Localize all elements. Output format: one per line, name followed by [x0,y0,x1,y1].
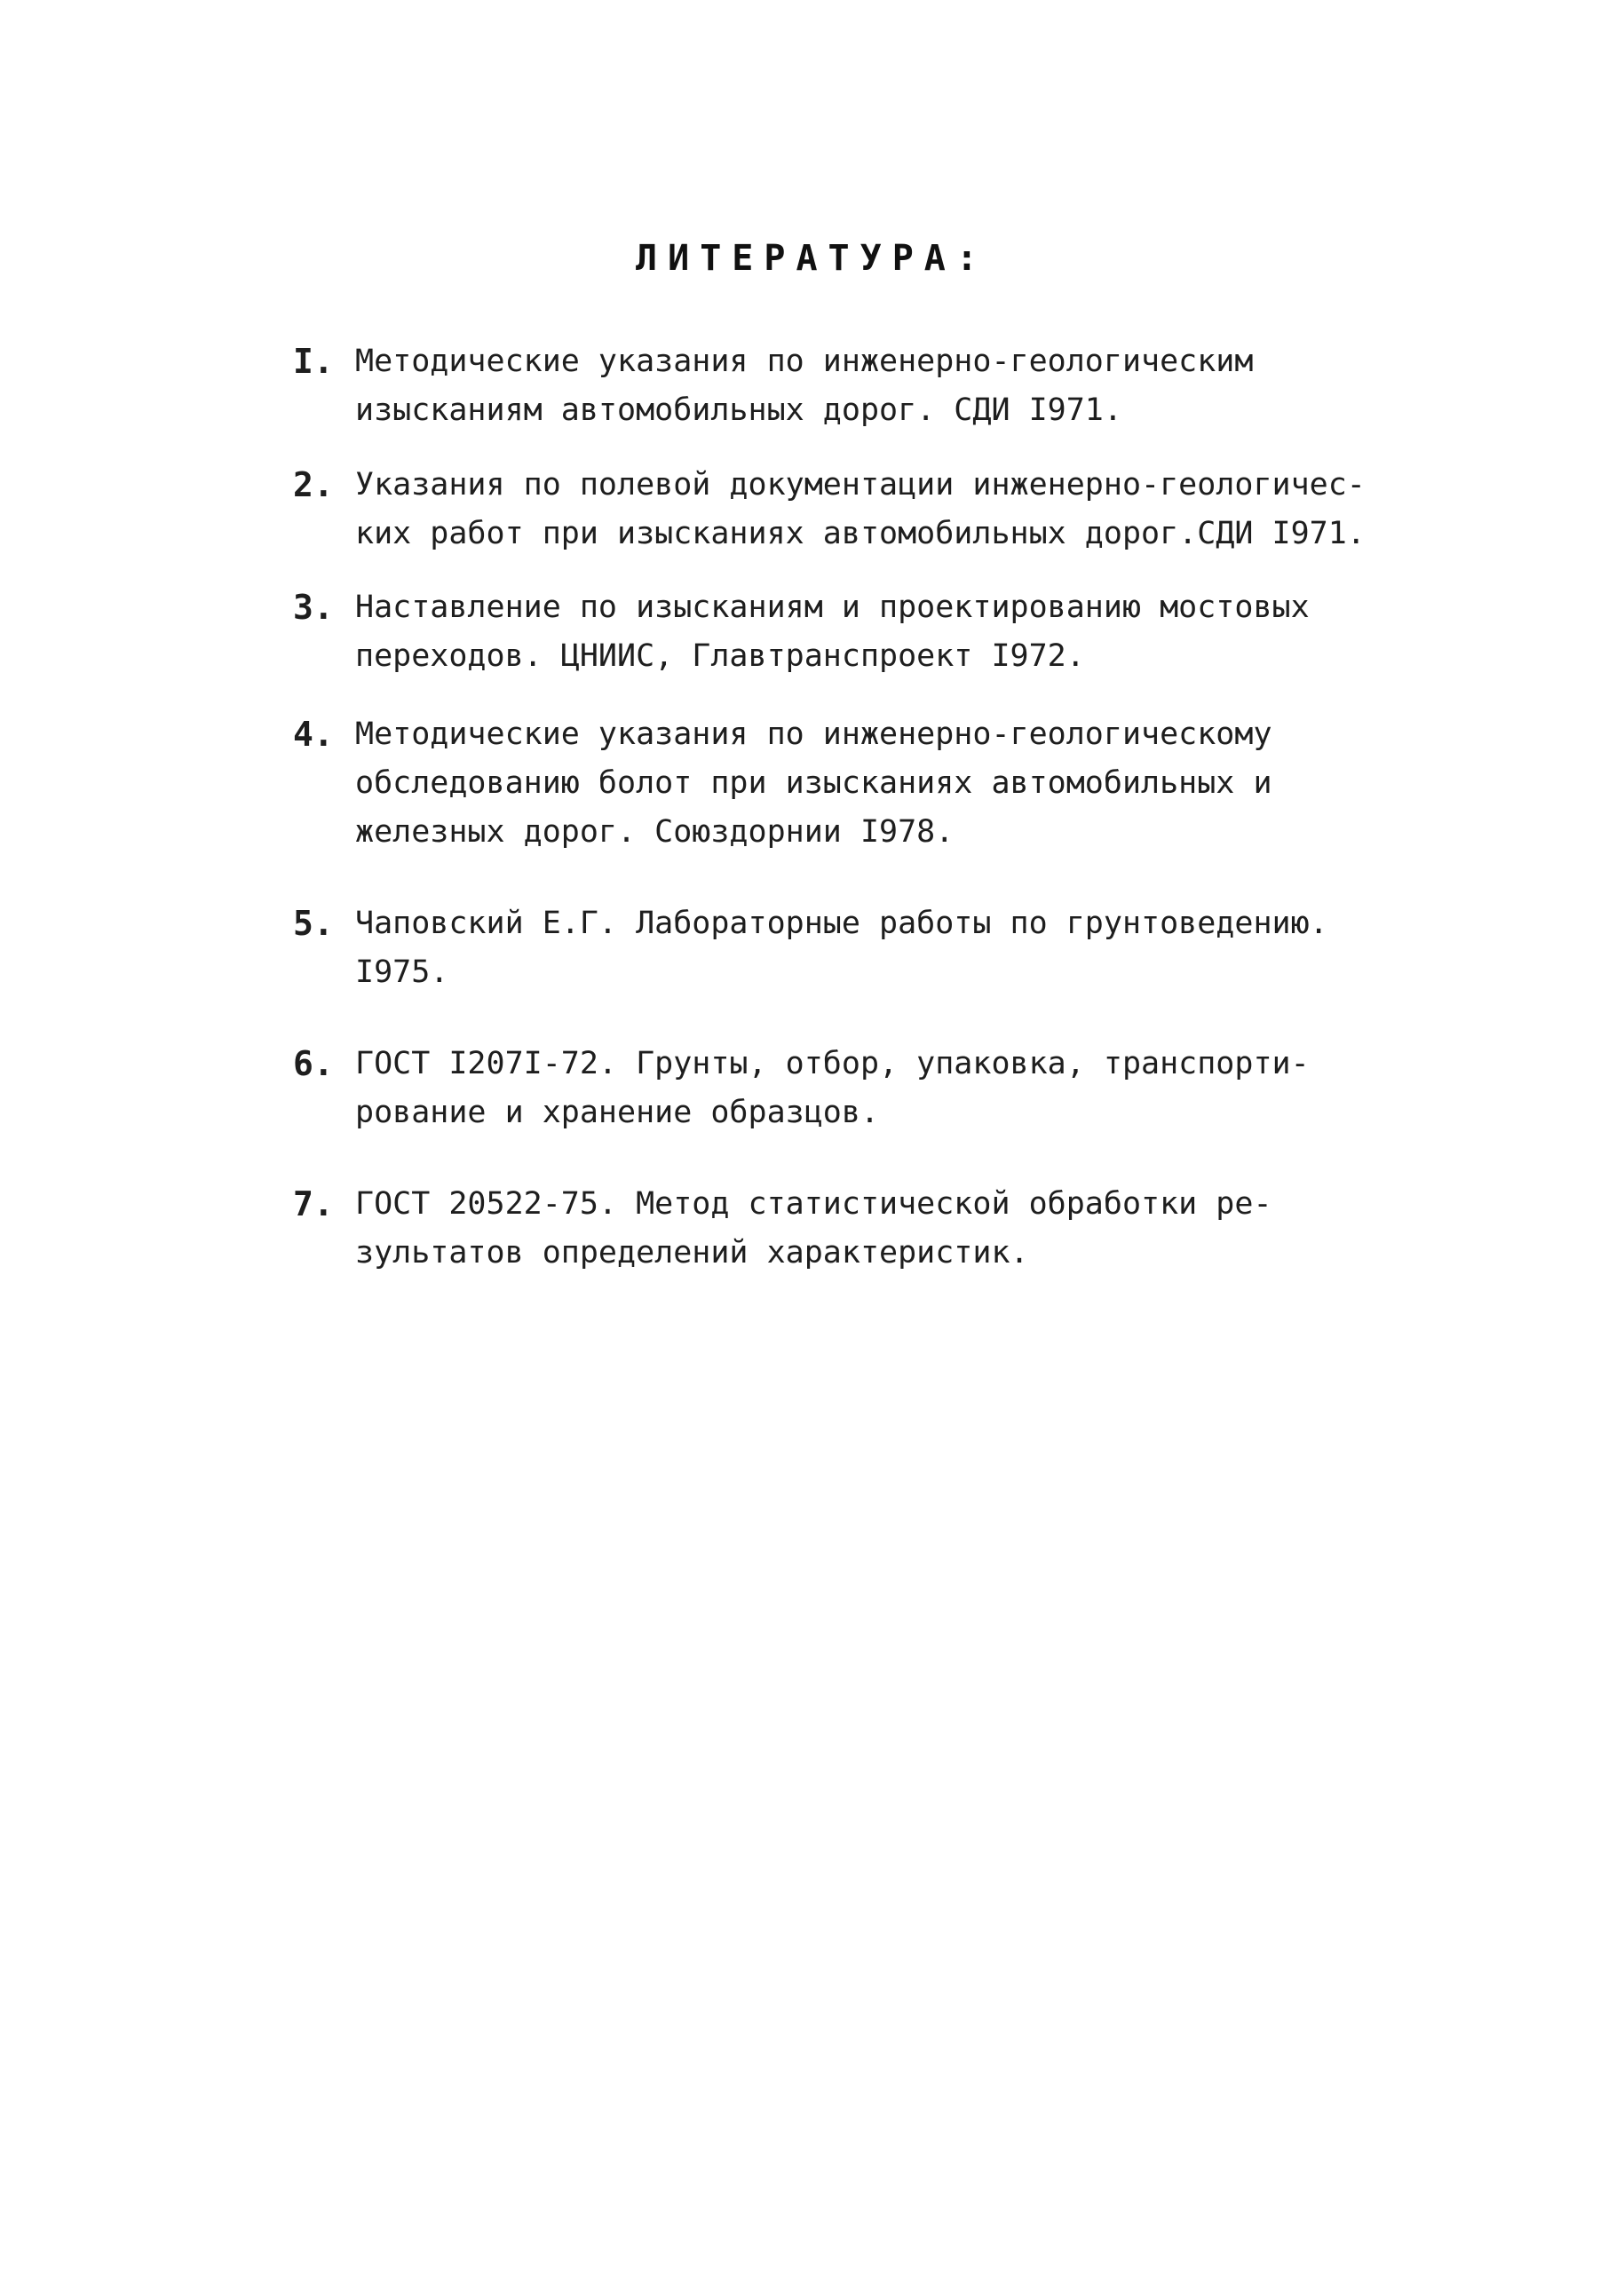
list-item [293,461,1474,558]
reference-number: I. [293,342,334,381]
list-item [293,899,1474,997]
list-item [293,583,1474,681]
reference-text: Наставление по изысканиям и проектированию мостовых переходов. ЦНИИС, Главтранспроект I972. [355,590,1310,674]
list-item [293,710,1474,857]
reference-number: 5. [293,904,334,943]
reference-number: 2. [293,465,334,504]
reference-number: 7. [293,1184,334,1223]
reference-text: Методические указания по инженерно-геологическим изысканиям автомобильных дорог. СДИ I971. [355,344,1254,428]
reference-text: ГОСТ I207I-72. Грунты, отбор, упаковка, транспорти- рование и хранение образцов. [355,1046,1310,1130]
reference-number: 4. [293,715,334,754]
list-item [293,1040,1474,1137]
reference-list [293,337,1474,1278]
reference-text: Чаповский Е.Г. Лабораторные работы по грунтоведению. I975. [355,906,1328,990]
list-item [293,1180,1474,1278]
reference-text: Указания по полевой документации инженерно-геологичес- ких работ при изысканиях автомобильных дорог.СДИ I971. [355,467,1366,551]
reference-number: 6. [293,1044,334,1083]
reference-text: ГОСТ 20522-75. Метод статистической обработки ре- зультатов определений характеристик. [355,1186,1272,1271]
page-title: ЛИТЕРАТУРА: [636,238,988,279]
list-item [293,337,1474,435]
reference-text: Методические указания по инженерно-геологическому обследованию болот при изысканиях автомобильных и железных дорог. Союздорнии I978. [355,716,1272,850]
reference-number: 3. [293,588,334,627]
